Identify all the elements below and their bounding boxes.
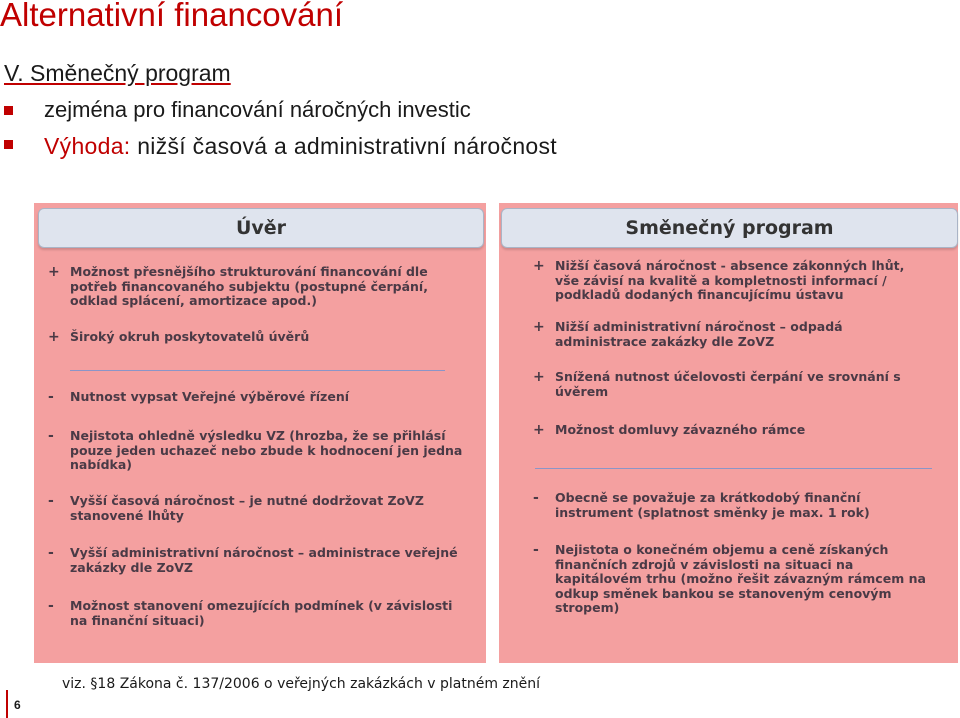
minus-icon: - [48, 428, 54, 444]
comparison-panel-smenecny-program [499, 203, 958, 663]
bullet-item [0, 95, 557, 129]
slide-title: Alternativní financování [0, 0, 344, 33]
pro-item [533, 370, 953, 399]
plus-icon: + [533, 369, 545, 385]
pro-item [533, 259, 953, 303]
item-text: Nižší časová náročnost - absence zákonných lhůt, vše závisí na kvalitě a kompletnosti informací / podkladů dodaných financujícímu ústavu [555, 258, 905, 302]
panel-header: Směnečný program [501, 208, 958, 248]
con-item [48, 429, 478, 473]
item-text: Možnost přesnějšího strukturování financování dle potřeb financovaného subjektu (postupné čerpání, odklad splácení, amortizace apod.) [70, 264, 428, 308]
pro-item [533, 423, 953, 438]
item-text: Nižší administrativní náročnost – odpadá administrace zakázky dle ZoVZ [555, 319, 843, 349]
bullet-text: zejména pro financování náročných investic [44, 97, 471, 122]
minus-icon: - [48, 389, 54, 405]
con-item [48, 599, 478, 628]
page-accent-bar [6, 690, 8, 718]
minus-icon: - [48, 598, 54, 614]
pro-item [533, 320, 953, 349]
plus-icon: + [533, 319, 545, 335]
slide-subtitle: V. Směnečný program [4, 60, 231, 86]
minus-icon: - [48, 493, 54, 509]
bullet-list [0, 95, 557, 163]
square-bullet-icon [4, 140, 13, 149]
minus-icon: - [533, 542, 539, 558]
item-text: Obecně se považuje za krátkodobý finanční instrument (splatnost směnky je max. 1 rok) [555, 490, 870, 520]
plus-icon: + [533, 258, 545, 274]
item-text: Snížená nutnost účelovosti čerpání ve srovnání s úvěrem [555, 369, 901, 399]
con-item [533, 543, 953, 616]
item-text: Možnost domluvy závazného rámce [555, 422, 806, 437]
section-divider [70, 370, 445, 371]
pro-item [48, 265, 478, 309]
square-bullet-icon [4, 106, 13, 115]
item-text: Nejistota ohledně výsledku VZ (hrozba, že se přihlásí pouze jeden uchazeč nebo zbude k hodnocení jen jedna nabídka) [70, 428, 463, 472]
item-text: Nejistota o konečném objemu a ceně získaných finančních zdrojů v závislosti na situaci na kapitálovém trhu (možno řešit závazným rámcem na odkup směnek bankou se stanoveným cenovým stropem) [555, 542, 926, 615]
bullet-text: nižší časová a administrativní náročnost [130, 133, 557, 159]
item-text: Možnost stanovení omezujících podmínek (v závislosti na finanční situaci) [70, 598, 453, 628]
pro-item [48, 330, 478, 345]
panel-header: Úvěr [38, 208, 484, 248]
comparison-panel-uver [34, 203, 486, 663]
minus-icon: - [533, 490, 539, 506]
plus-icon: + [533, 422, 545, 438]
con-item [48, 390, 478, 405]
section-divider [535, 468, 932, 469]
con-item [533, 491, 953, 520]
item-text: Vyšší administrativní náročnost – administrace veřejné zakázky dle ZoVZ [70, 545, 458, 575]
bullet-item [0, 129, 557, 163]
bullet-highlight: Výhoda: [44, 133, 131, 159]
item-text: Vyšší časová náročnost – je nutné dodržovat ZoVZ stanovené lhůty [70, 493, 424, 523]
minus-icon: - [48, 545, 54, 561]
plus-icon: + [48, 329, 60, 345]
con-item [48, 494, 478, 523]
item-text: Široký okruh poskytovatelů úvěrů [70, 329, 310, 344]
page-number: 6 [14, 698, 21, 712]
footnote: viz. §18 Zákona č. 137/2006 o veřejných zakázkách v platném znění [62, 676, 541, 692]
plus-icon: + [48, 264, 60, 280]
con-item [48, 546, 478, 575]
item-text: Nutnost vypsat Veřejné výběrové řízení [70, 389, 349, 404]
